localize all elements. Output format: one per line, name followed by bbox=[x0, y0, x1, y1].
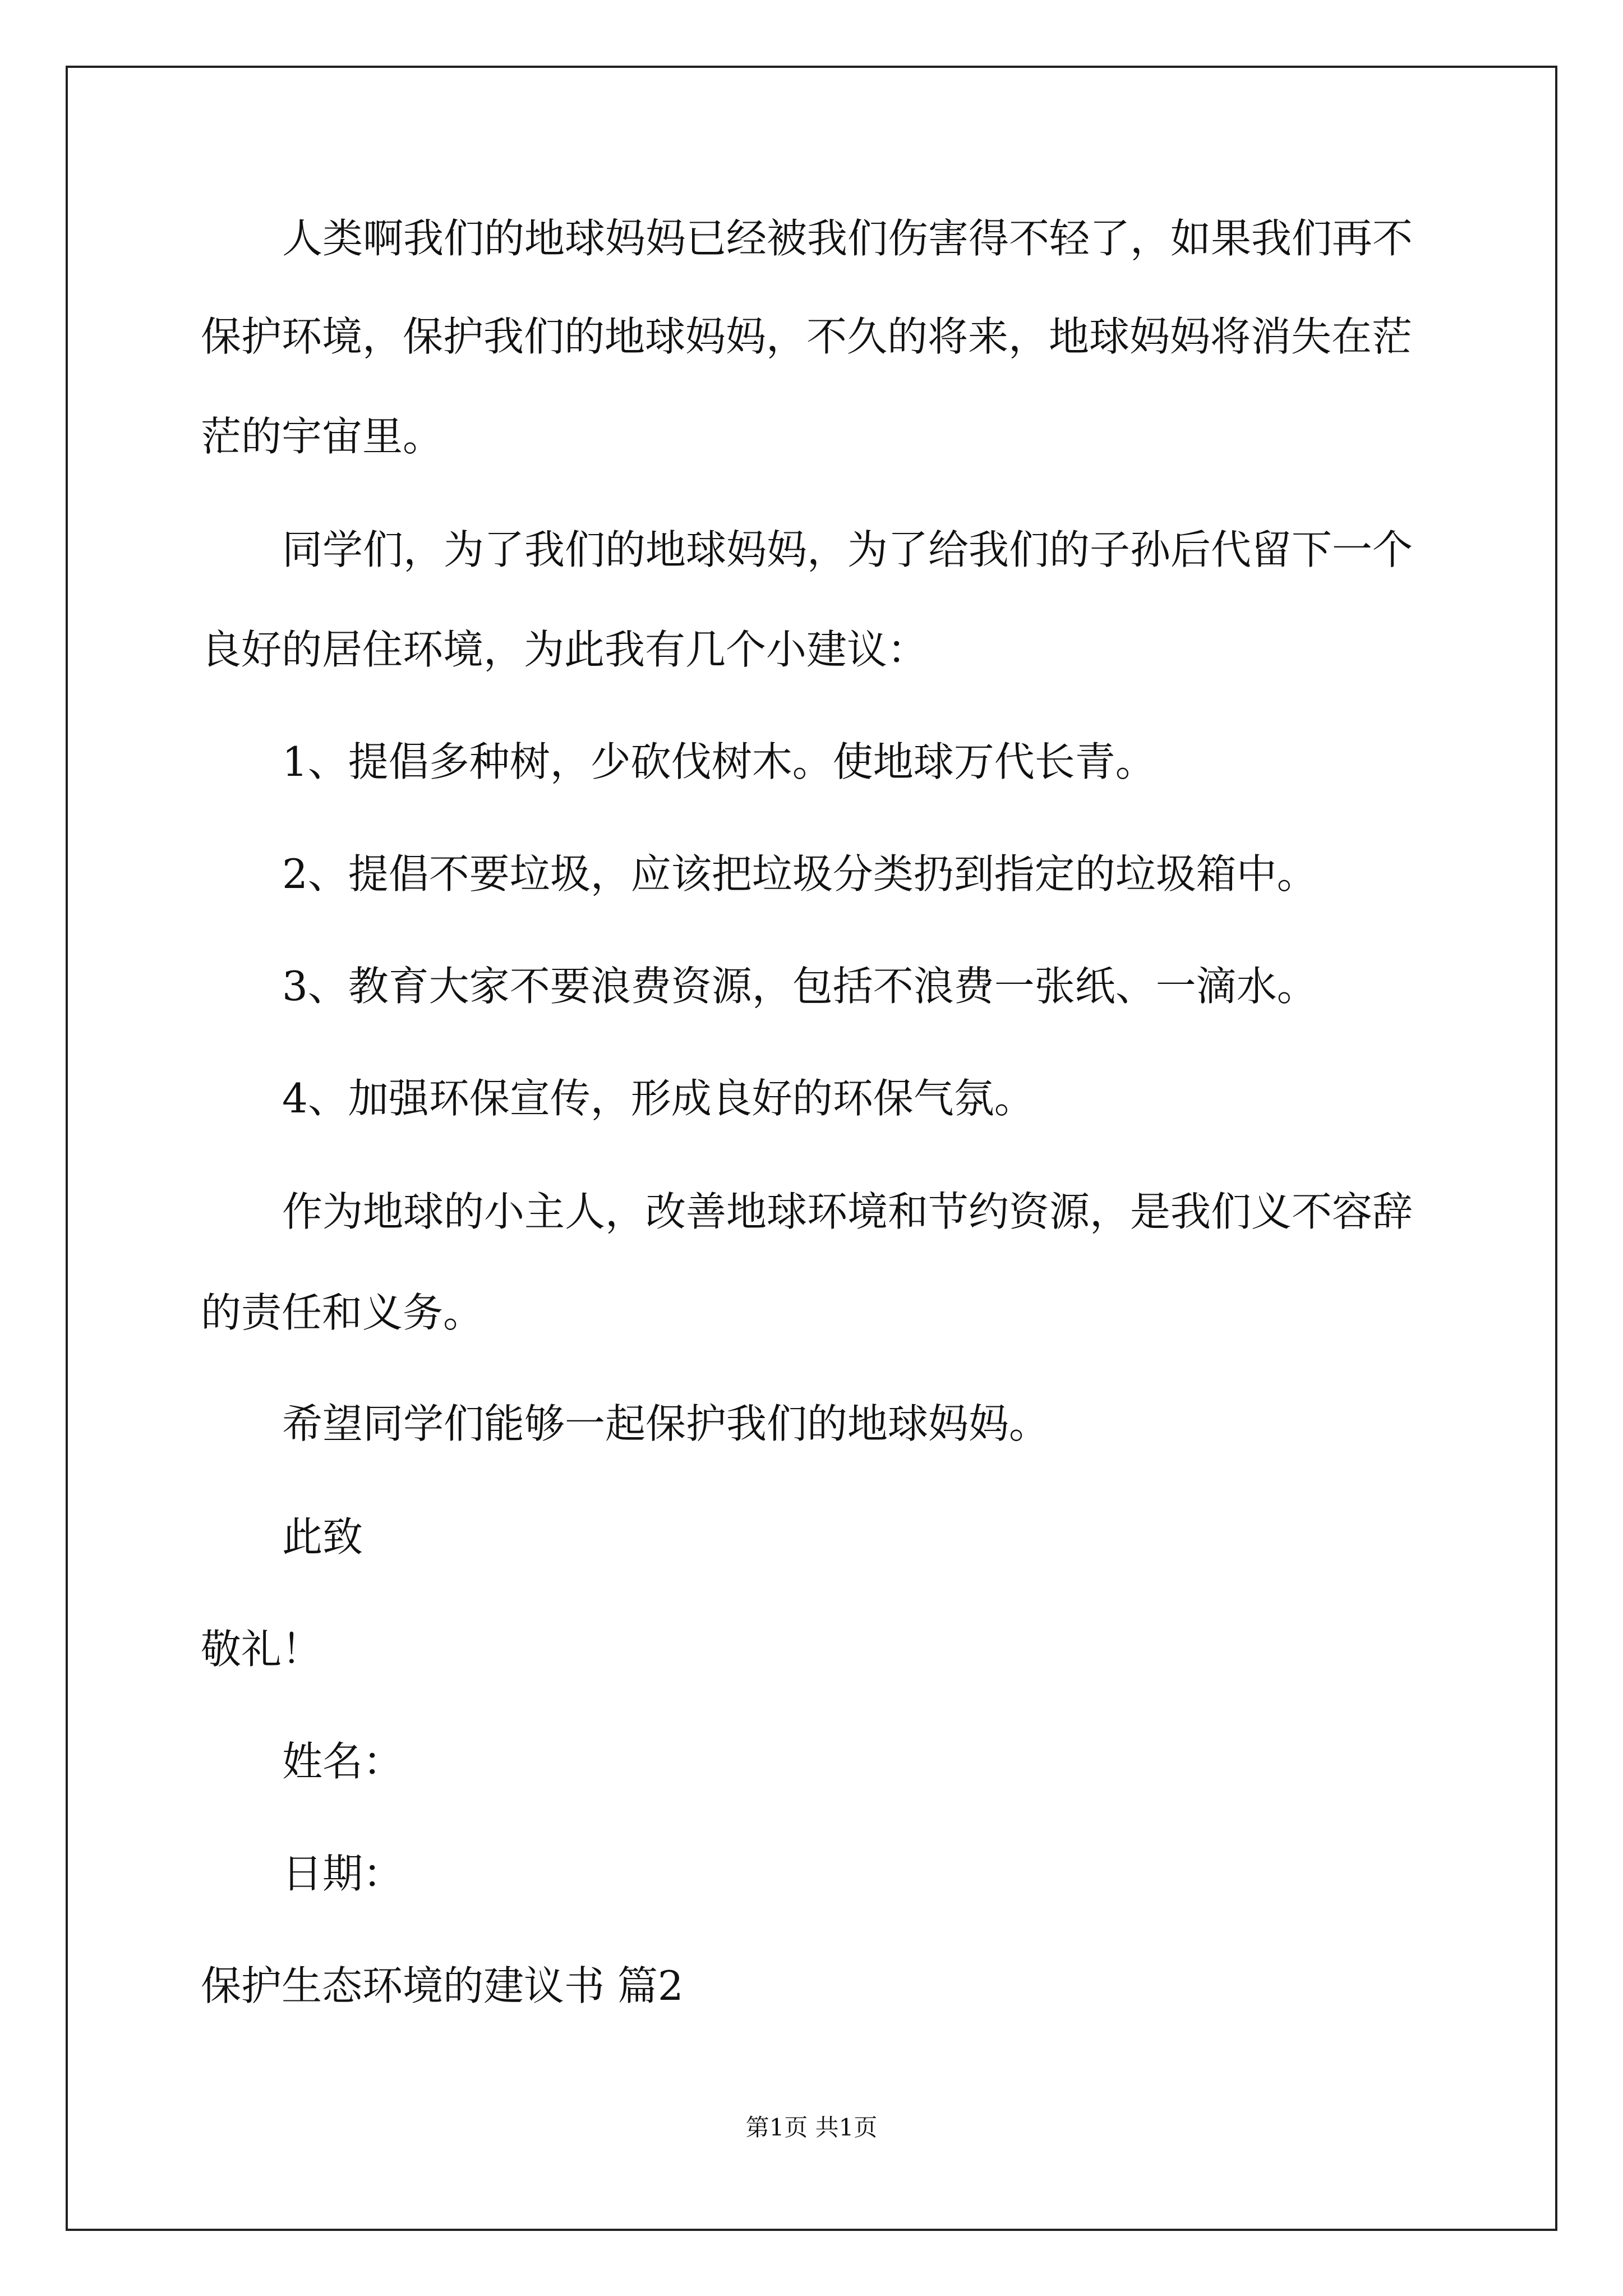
text-line: 人类啊我们的地球妈妈已经被我们伤害得不轻了，如果我们再不 bbox=[282, 215, 1413, 262]
date-field-label: 日期： bbox=[282, 1850, 404, 1897]
text-line: 希望同学们能够一起保护我们的地球妈妈。 bbox=[282, 1400, 1050, 1447]
text-line: 的责任和义务。 bbox=[201, 1289, 484, 1336]
text-line: 茫的宇宙里。 bbox=[201, 413, 444, 460]
list-item: 1、提倡多种树，少砍伐树木。使地球万代长青。 bbox=[282, 738, 1156, 785]
section-heading: 保护生态环境的建议书 篇2 bbox=[201, 1962, 684, 2009]
text-line: 作为地球的小主人，改善地球环境和节约资源，是我们义不容辞 bbox=[282, 1188, 1413, 1235]
text-line: 保护环境，保护我们的地球妈妈，不久的将来，地球妈妈将消失在茫 bbox=[201, 313, 1413, 360]
page-frame bbox=[66, 66, 1557, 2231]
salutation: 敬礼！ bbox=[201, 1626, 322, 1673]
page-footer: 第1页 共1页 bbox=[745, 2114, 878, 2141]
list-item: 2、提倡不要垃圾，应该把垃圾分类扔到指定的垃圾箱中。 bbox=[282, 850, 1317, 898]
name-field-label: 姓名： bbox=[282, 1738, 404, 1785]
list-item: 4、加强环保宣传，形成良好的环保气氛。 bbox=[282, 1075, 1035, 1122]
closing-line: 此致 bbox=[282, 1513, 363, 1561]
list-item: 3、教育大家不要浪费资源，包括不浪费一张纸、一滴水。 bbox=[282, 963, 1317, 1010]
text-line: 同学们，为了我们的地球妈妈，为了给我们的子孙后代留下一个 bbox=[282, 526, 1413, 573]
text-line: 良好的居住环境，为此我有几个小建议： bbox=[201, 626, 928, 673]
